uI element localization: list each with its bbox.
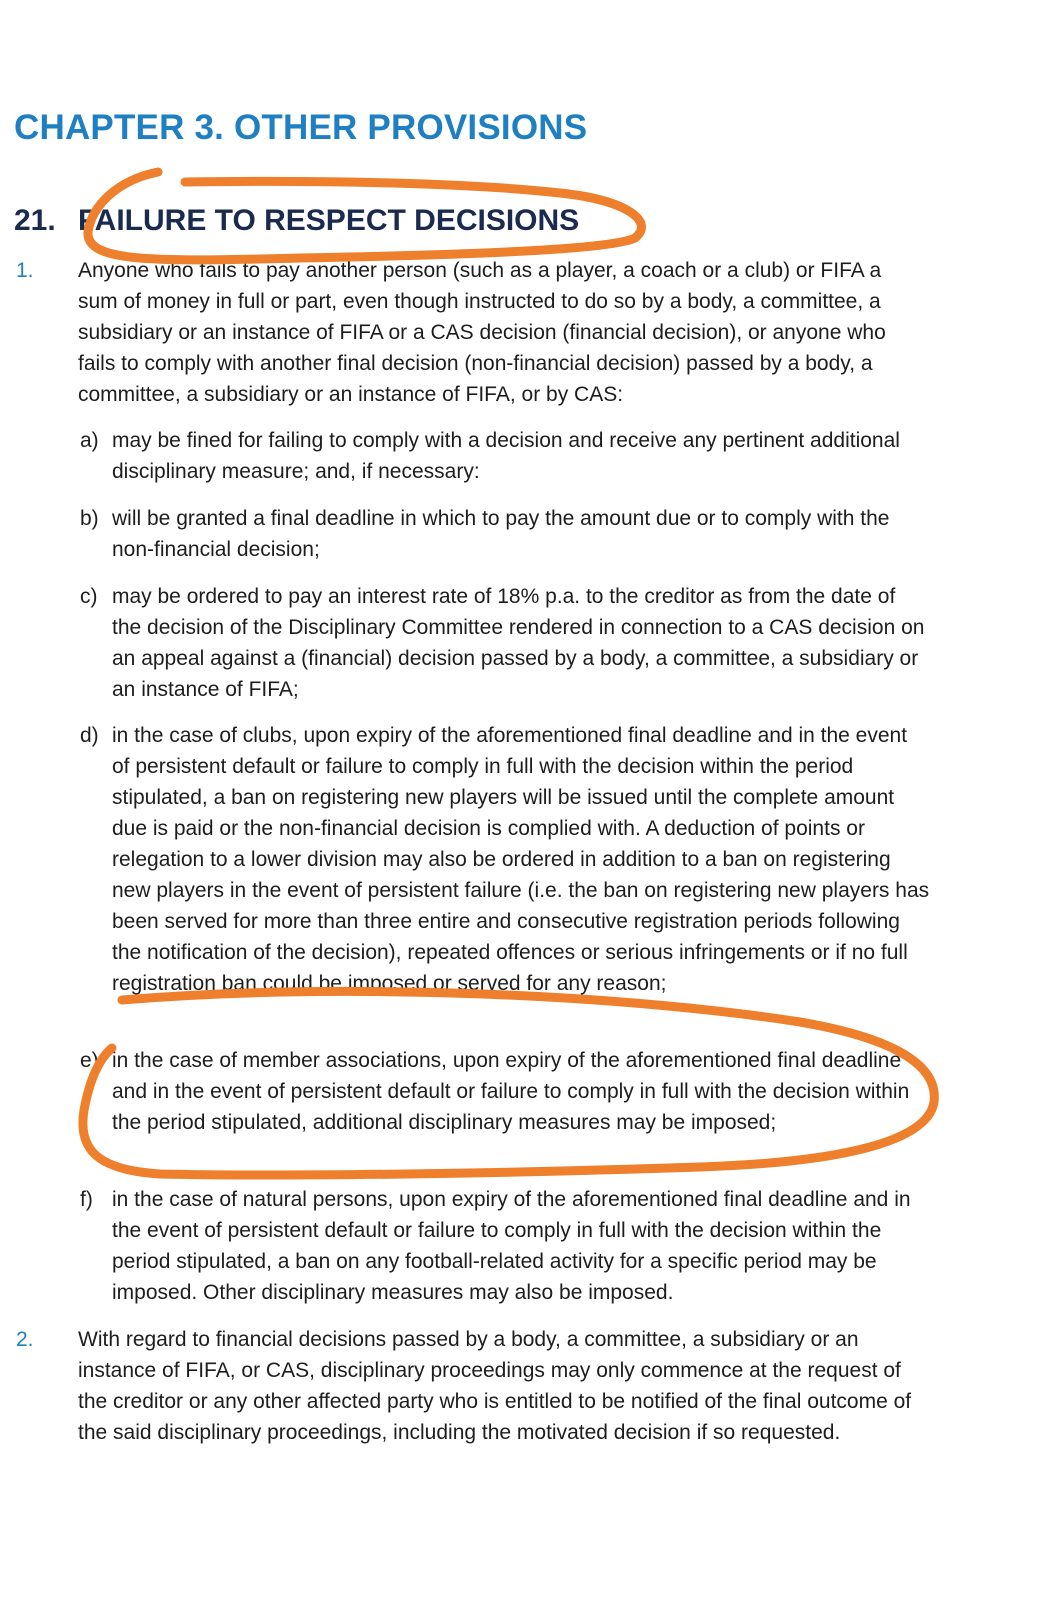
article-heading [14, 204, 579, 238]
list-item-letter: c) [80, 585, 98, 608]
paragraph-text: Anyone who fails to pay another person (such as a player, a coach or a club) or FIFA a sum of money in full or part, even though instructed to do so by a body, a committee, a subsidiary or an instance of FIFA or a CAS decision (financial decision), or anyone who fails to comply with another final decision (non-financial decision) passed by a body, a committee, a subsidiary or an instance of FIFA, or by CAS: [78, 259, 886, 406]
list-item-text: in the case of member associations, upon expiry of the aforementioned final deadline and in the event of persistent default or failure to comply in full with the decision within the period stipulated, additional disciplinary measures may be imposed; [112, 1049, 910, 1134]
chapter-title: CHAPTER 3. OTHER PROVISIONS [14, 108, 588, 147]
list-item-text: may be ordered to pay an interest rate of 18% p.a. to the creditor as from the date of the decision of the Disciplinary Committee rendered in connection to a CAS decision on an appeal against a (financial) decision passed by a body, a committee, a subsidiary or an instance of FIFA; [112, 585, 925, 701]
list-item-d [80, 720, 930, 999]
list-item-letter: b) [80, 507, 99, 530]
list-item-text: will be granted a final deadline in which to pay the amount due or to comply with the non-financial decision; [112, 507, 890, 561]
list-item-letter: e) [80, 1049, 99, 1072]
paragraph-2 [16, 1324, 918, 1448]
list-item-letter: d) [80, 724, 99, 747]
list-item-letter: a) [80, 429, 99, 452]
paragraph-number: 1. [16, 259, 34, 282]
list-item-e [80, 1045, 930, 1138]
list-item-letter: f) [80, 1188, 93, 1211]
list-item-text: in the case of clubs, upon expiry of the aforementioned final deadline and in the event of persistent default or failure to comply in full with the decision within the period stipulated, a ban on registering new players will be issued until the complete amount due is paid or the non-financial decision is complied with. A deduction of points or relegation to a lower division may also be ordered in addition to a ban on registering new players in the event of persistent failure (i.e. the ban on registering new players has been served for more than three entire and consecutive registration periods following the notification of the decision), repeated offences or serious infringements or if no full registration ban could be imposed or served for any reason; [112, 724, 930, 995]
paragraph-1 [16, 255, 918, 410]
list-item-b [80, 503, 930, 565]
paragraph-number: 2. [16, 1328, 34, 1351]
list-item-a [80, 425, 930, 487]
list-item-text: in the case of natural persons, upon expiry of the aforementioned final deadline and in the event of persistent default or failure to comply in full with the decision within the period stipulated, a ban on any football-related activity for a specific period may be imposed. Other disciplinary measures may also be imposed. [112, 1188, 911, 1304]
list-item-c [80, 581, 930, 705]
paragraph-text: With regard to financial decisions passed by a body, a committee, a subsidiary or an instance of FIFA, or CAS, disciplinary proceedings may only commence at the request of the creditor or any other affected party who is entitled to be notified of the final outcome of the said disciplinary proceedings, including the motivated decision if so requested. [78, 1328, 912, 1444]
list-item-f [80, 1184, 930, 1308]
article-number: 21. [14, 204, 56, 237]
article-title: FAILURE TO RESPECT DECISIONS [78, 204, 580, 237]
list-item-text: may be fined for failing to comply with a decision and receive any pertinent additional disciplinary measure; and, if necessary: [112, 429, 900, 483]
